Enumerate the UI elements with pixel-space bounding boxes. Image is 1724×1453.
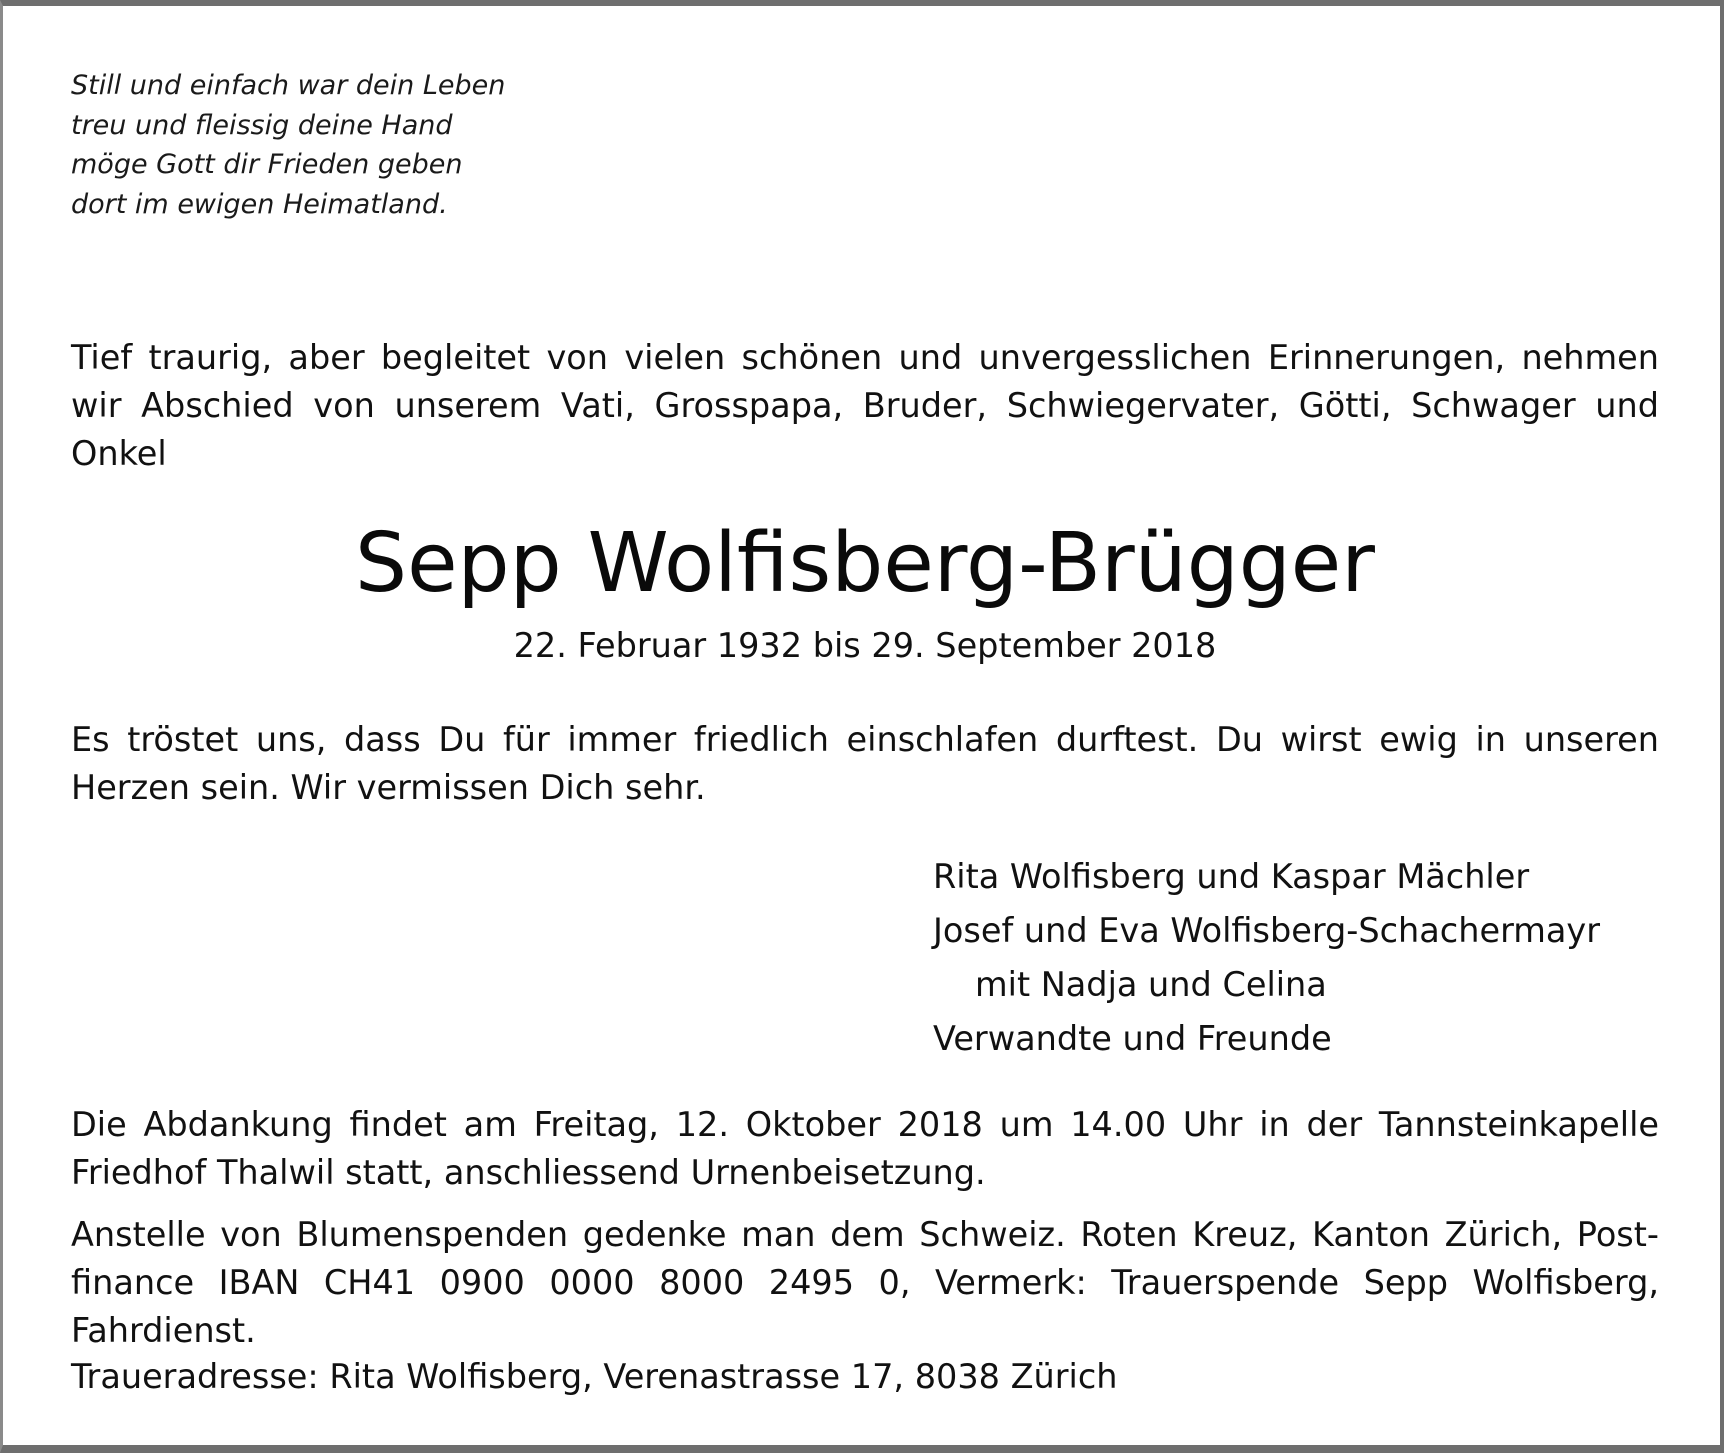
poem-line: möge Gott dir Frieden geben xyxy=(71,149,463,180)
service-announcement: Die Abdankung findet am Freitag, 12. Oktober 2018 um 14.00 Uhr in der Tannsteinkapelle Friedhof Thalwil statt, anschliessend Urnenbeisetzung. xyxy=(71,1105,1659,1192)
memorial-poem xyxy=(71,66,1659,224)
mourner-line: Josef und Eva Wolfisberg-Schachermayr xyxy=(933,911,1601,950)
intro-paragraph: Tief traurig, aber begleitet von vielen schönen und unvergesslichen Erinnerungen, nehmen wir Abschied von unserem Vati, Grosspapa, Bruder, Schwiegervater, Götti, Schwager und Onkel xyxy=(71,338,1659,473)
mourner-line: mit Nadja und Celina xyxy=(975,965,1327,1004)
donation-note: Anstelle von Blumenspenden gedenke man dem Schweiz. Roten Kreuz, Kanton Zürich, Post-finance IBAN CH41 0900 0000 8000 2495 0, Vermerk: Trauerspende Sepp Wolfisberg, Fahrdienst. xyxy=(71,1215,1659,1350)
mourner-line: Rita Wolfisberg und Kaspar Mächler xyxy=(933,857,1530,896)
life-dates: 22. Februar 1932 bis 29. September 2018 xyxy=(513,626,1217,665)
mourning-address: Traueradresse: Rita Wolfisberg, Verenastrasse 17, 8038 Zürich xyxy=(71,1357,1118,1396)
poem-line: dort im ewigen Heimatland. xyxy=(71,188,448,220)
poem-line: Still und einfach war dein Leben xyxy=(71,70,506,101)
mourners-list xyxy=(933,850,1600,1066)
deceased-name: Sepp Wolfisberg-Brügger xyxy=(355,516,1375,611)
mourner-line: Verwandte und Freunde xyxy=(933,1019,1332,1058)
comfort-paragraph: Es tröstet uns, dass Du für immer friedlich einschlafen durftest. Du wirst ewig in unseren Herzen sein. Wir vermissen Dich sehr. xyxy=(71,720,1659,807)
poem-line: treu und fleissig deine Hand xyxy=(71,109,453,141)
